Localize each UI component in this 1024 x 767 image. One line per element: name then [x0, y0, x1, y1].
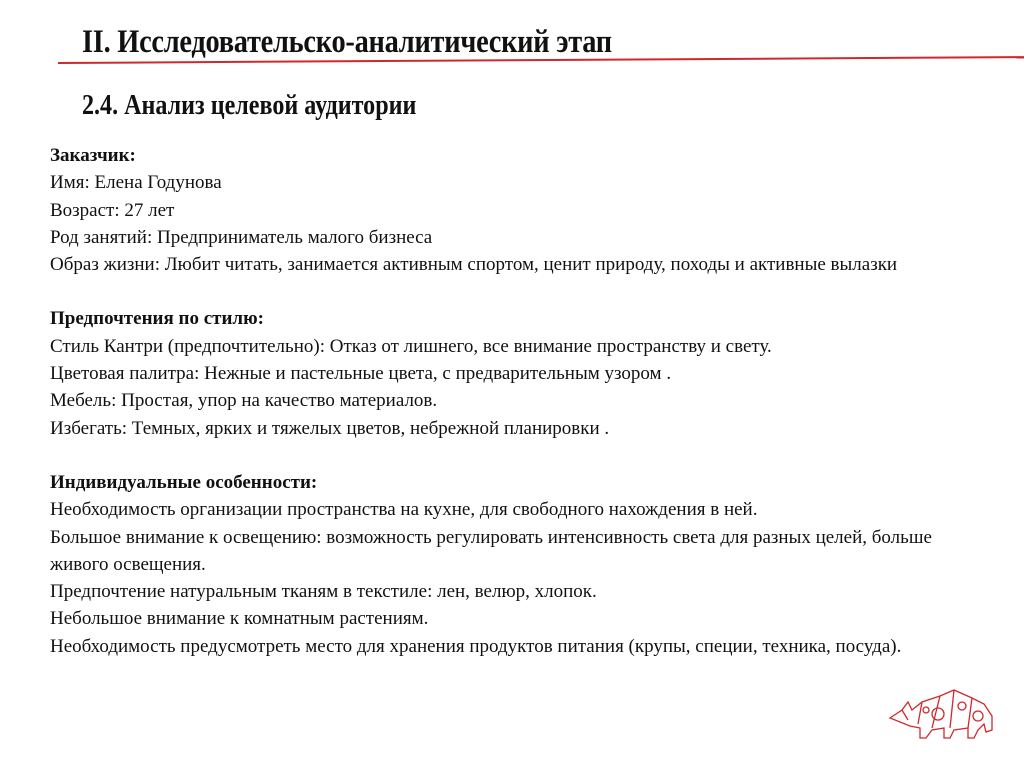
- section-heading-style: Предпочтения по стилю:: [50, 308, 264, 330]
- feature-item: Необходимость предусмотреть место для хранения продуктов питания (крупы, специи, техника, посуда).: [50, 635, 902, 657]
- style-item: Цветовая палитра: Нежные и пастельные цвета, с предварительным узором .: [50, 363, 672, 385]
- section-heading-features: Индивидуальные особенности:: [50, 471, 318, 493]
- feature-item: Небольшое внимание к комнатным растениям.: [50, 608, 429, 630]
- client-age: Возраст: 27 лет: [50, 199, 175, 221]
- style-item: Стиль Кантри (предпочтительно): Отказ от лишнего, все внимание пространству и свету.: [50, 335, 772, 357]
- section-heading-client: Заказчик:: [50, 145, 136, 166]
- slide-body: [50, 142, 990, 660]
- client-lifestyle: Образ жизни: Любит читать, занимается активным спортом, ценит природу, походы и активные вылазки: [50, 254, 898, 276]
- client-name: Имя: Елена Годунова: [50, 172, 222, 194]
- style-item: Мебель: Простая, упор на качество материалов.: [50, 390, 438, 412]
- slide-title: II. Исследовательско-аналитический этап: [82, 24, 612, 60]
- feature-item: Необходимость организации пространства на кухне, для свободного нахождения в ней.: [50, 499, 758, 521]
- feature-item: Предпочтение натуральным тканям в текстиле: лен, велюр, хлопок.: [50, 581, 597, 603]
- style-item: Избегать: Темных, ярких и тяжелых цветов, небрежной планировки .: [50, 417, 610, 439]
- feature-item: Большое внимание к освещению: возможность регулировать интенсивность света для разных целей, больше живого освещения.: [50, 526, 932, 575]
- client-occupation: Род занятий: Предприниматель малого бизнеса: [50, 226, 433, 248]
- section-subtitle: 2.4. Анализ целевой аудитории: [82, 90, 417, 121]
- rhino-logo-icon: [888, 680, 1000, 742]
